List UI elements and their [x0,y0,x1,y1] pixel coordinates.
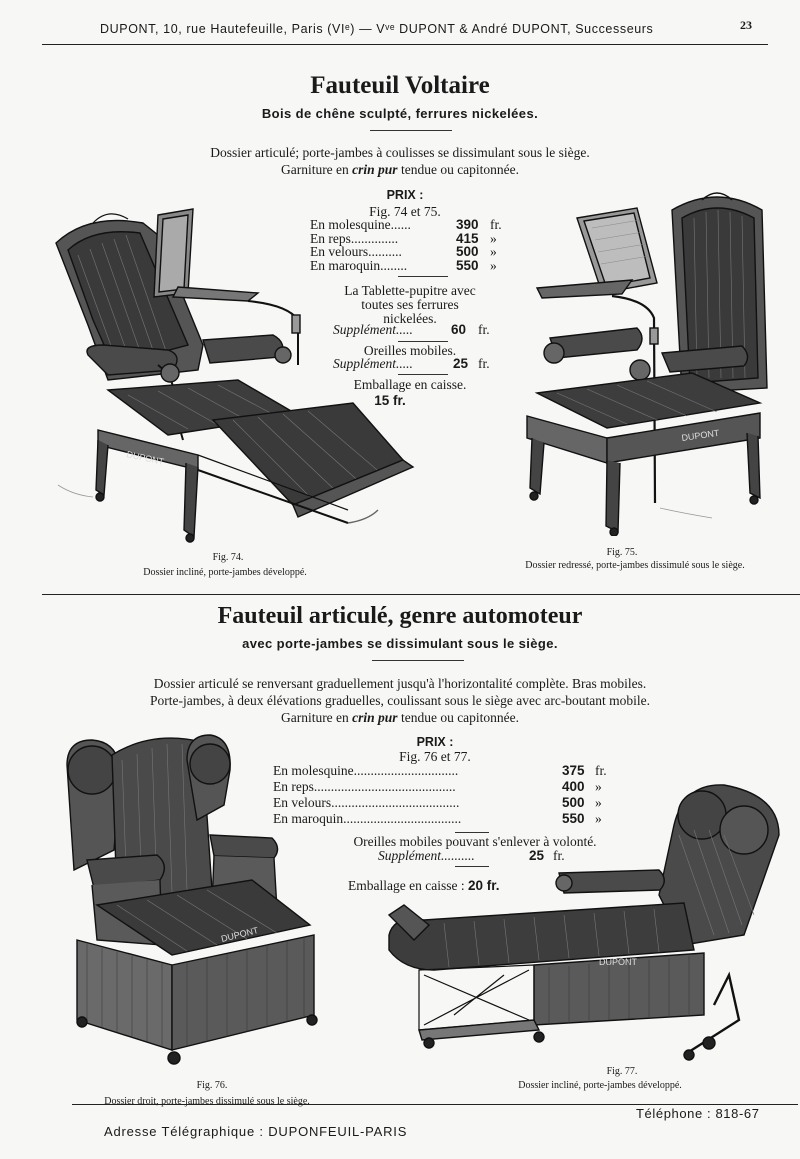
section-divider [42,594,800,595]
section1-tablette-supplement: Supplément..... 60 fr. [333,322,490,337]
price-unit: » [595,779,602,794]
fig74-label: Fig. 74. [212,552,244,563]
fig76-engraving [62,730,324,1072]
price-label: En maroquin........ [310,257,408,273]
section1-oreilles-supplement: Supplément..... 25 fr. [333,356,490,371]
fig77-engraving [384,775,786,1065]
section1-tablette-line2: toutes ses ferrures [361,297,459,312]
fig74-brand: DUPONT [125,449,165,467]
section2-oreilles-supplement: Supplément.......... 25 fr. [378,848,565,863]
price-unit: » [595,795,602,810]
price-label: En velours...................................... [273,795,460,810]
section1-prix-label: PRIX : [386,188,424,202]
section2-description-line3: Garniture en crin pur tendue ou capitonnée. [280,710,520,725]
section1-subtitle: Bois de chêne sculpté, ferrures nickelées. [261,106,539,121]
fig77-caption: Dossier incliné, porte-jambes développé. [518,1080,682,1091]
footer-telegraph: Adresse Télégraphique : DUPONFEUIL-PARIS [104,1124,408,1139]
section1-emballage: Emballage en caisse. [353,377,467,392]
price-label: En velours.......... [310,244,402,259]
price-unit: » [490,230,497,246]
section2-title: Fauteuil articulé, genre automoteur [217,603,583,629]
price-unit: » [490,244,497,259]
section2-subtitle: avec porte-jambes se dissimulant sous le siège. [242,636,558,651]
price-value: 400 [562,779,585,794]
section2-prix-label: PRIX : [416,735,454,749]
section1-tablette-line1: La Tablette-pupitre avec [344,283,476,298]
figure-77-reclined-automotor-chair [384,775,786,1065]
fig75-brand: DUPONT [680,427,720,443]
fig76-label: Fig. 76. [196,1080,228,1091]
price-label: En molesquine...... [310,217,411,232]
section2-description-line2: Porte-jambes, à deux élévations graduelles, coulissant sous le siège avec arc-boutant mobile. [149,693,651,708]
section1-description-line2: Garniture en crin pur tendue ou capitonnée. [280,162,520,177]
fig76-brand: DUPONT [220,925,260,944]
footer-telephone: Téléphone : 818-67 [636,1106,760,1121]
section2-emballage: Emballage en caisse : 20 fr. [348,878,500,893]
price-value: 550 [456,257,479,273]
price-value: 375 [562,763,585,778]
price-unit: fr. [595,763,607,778]
fig77-brand: DUPONT [599,957,637,967]
fig75-caption: Dossier redressé, porte-jambes dissimulé sous le siège. [525,560,745,571]
price-unit: » [490,257,497,273]
fig75-engraving [522,188,780,536]
price-label: En reps.......................................... [273,779,456,794]
price-label: En reps.............. [310,230,399,246]
section1-emballage-price: 15 fr. [374,393,406,408]
page-number: 23 [740,18,752,32]
price-value: 415 [456,230,479,246]
fig77-label: Fig. 77. [606,1066,638,1077]
section2-figs-ref: Fig. 76 et 77. [399,749,471,764]
section1-tablette-line3: nickelées. [383,311,437,326]
footer-rule [72,1104,798,1105]
header-rule [42,44,768,45]
price-value: 550 [562,811,585,826]
section1-title-rule [370,130,452,131]
figure-76-wing-armchair [62,730,324,1072]
price-unit: » [595,811,602,826]
price-label: En molesquine............................... [273,763,459,778]
figure-75-armchair-upright [522,188,780,536]
section1-title: Fauteuil Voltaire [310,72,490,99]
section2-oreilles: Oreilles mobiles pouvant s'enlever à volonté. [353,834,597,849]
price-unit: fr. [490,217,502,232]
fig75-label: Fig. 75. [606,547,638,558]
price-value: 390 [456,217,479,232]
section1-figs-ref: Fig. 74 et 75. [369,204,441,219]
section1-oreilles: Oreilles mobiles. [363,343,457,358]
fig74-caption: Dossier incliné, porte-jambes développé. [143,567,307,578]
price-value: 500 [562,795,585,810]
price-label: En maroquin................................... [273,811,462,826]
price-value: 500 [456,244,479,259]
section2-title-rule [372,660,464,661]
section1-description-line1: Dossier articulé; porte-jambes à coulisses se dissimulant sous le siège. [210,145,590,160]
page-header: DUPONT, 10, rue Hautefeuille, Paris (VIᵉ) — Vᵛᵉ DUPONT & André DUPONT, Successeurs [100,22,654,36]
fig76-caption: Dossier droit, porte-jambes dissimulé sous le siège. [104,1096,310,1107]
section2-description-line1: Dossier articulé se renversant graduellement jusqu'à l'horizontalité complète. Bras mobiles. [153,676,647,691]
